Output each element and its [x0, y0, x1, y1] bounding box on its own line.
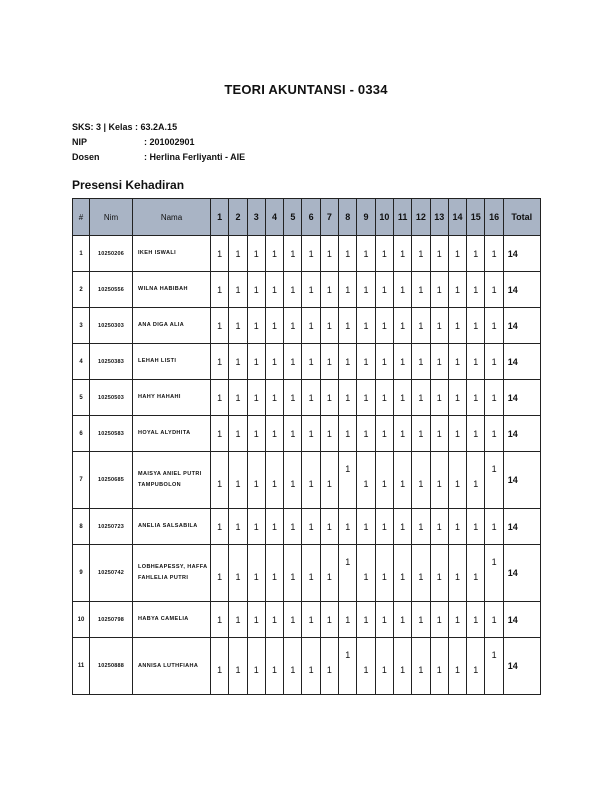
table-row: [73, 638, 541, 695]
total-cell: 14: [503, 602, 540, 638]
attendance-cell: 1: [284, 545, 302, 602]
attendance-cell: 1: [485, 545, 503, 602]
attendance-cell: 1: [339, 545, 357, 602]
attendance-cell: 1: [229, 545, 247, 602]
student-nim: 10250556: [90, 272, 133, 308]
table-row: [73, 452, 541, 509]
attendance-cell: 1: [467, 545, 485, 602]
header-meeting-7: 7: [320, 199, 338, 236]
attendance-cell: 1: [302, 452, 320, 509]
attendance-cell: 1: [284, 602, 302, 638]
attendance-cell: 1: [229, 380, 247, 416]
attendance-cell: 1: [467, 308, 485, 344]
attendance-cell: 1: [393, 272, 411, 308]
attendance-cell: 1: [320, 638, 338, 695]
attendance-cell: 1: [430, 416, 448, 452]
header-meeting-2: 2: [229, 199, 247, 236]
header-meeting-10: 10: [375, 199, 393, 236]
attendance-cell: 1: [229, 638, 247, 695]
attendance-cell: 1: [430, 602, 448, 638]
attendance-cell: 1: [247, 602, 265, 638]
attendance-cell: 1: [357, 272, 375, 308]
attendance-cell: 1: [412, 416, 430, 452]
attendance-cell: 1: [302, 509, 320, 545]
attendance-cell: 1: [302, 344, 320, 380]
attendance-cell: 1: [229, 344, 247, 380]
total-cell: 14: [503, 638, 540, 695]
attendance-cell: 1: [302, 272, 320, 308]
attendance-cell: 1: [320, 452, 338, 509]
student-nim: 10250206: [90, 236, 133, 272]
attendance-cell: 1: [265, 272, 283, 308]
attendance-cell: 1: [265, 509, 283, 545]
attendance-cell: 1: [229, 452, 247, 509]
attendance-cell: 1: [467, 602, 485, 638]
attendance-cell: 1: [430, 380, 448, 416]
attendance-cell: 1: [302, 380, 320, 416]
attendance-cell: 1: [265, 380, 283, 416]
header-meeting-13: 13: [430, 199, 448, 236]
total-cell: 14: [503, 344, 540, 380]
header-meeting-5: 5: [284, 199, 302, 236]
attendance-cell: 1: [211, 344, 229, 380]
nip-label: NIP: [72, 137, 88, 147]
attendance-cell: 1: [357, 509, 375, 545]
document-title: TEORI AKUNTANSI - 0334: [224, 82, 388, 97]
attendance-cell: 1: [339, 452, 357, 509]
total-cell: 14: [503, 236, 540, 272]
attendance-cell: 1: [339, 638, 357, 695]
attendance-cell: 1: [430, 452, 448, 509]
attendance-cell: 1: [211, 380, 229, 416]
attendance-cell: 1: [375, 236, 393, 272]
student-nim: 10250798: [90, 602, 133, 638]
student-nim: 10250383: [90, 344, 133, 380]
student-name: WILNA HABIBAH: [133, 272, 211, 308]
attendance-cell: 1: [412, 602, 430, 638]
student-nim: 10250888: [90, 638, 133, 695]
student-name: ANA DIGA ALIA: [133, 308, 211, 344]
total-cell: 14: [503, 380, 540, 416]
row-number: 5: [73, 380, 90, 416]
attendance-cell: 1: [357, 602, 375, 638]
student-name: IKEH ISWALI: [133, 236, 211, 272]
attendance-cell: 1: [302, 602, 320, 638]
attendance-cell: 1: [339, 236, 357, 272]
attendance-cell: 1: [393, 236, 411, 272]
attendance-cell: 1: [467, 272, 485, 308]
attendance-cell: 1: [357, 416, 375, 452]
attendance-cell: 1: [265, 452, 283, 509]
attendance-cell: 1: [247, 308, 265, 344]
attendance-cell: 1: [284, 638, 302, 695]
attendance-cell: 1: [247, 416, 265, 452]
student-name: MAISYA ANIEL PUTRI TAMPUBOLON: [133, 452, 211, 509]
course-meta: [72, 120, 245, 165]
student-nim: 10250742: [90, 545, 133, 602]
attendance-cell: 1: [467, 509, 485, 545]
attendance-cell: 1: [357, 638, 375, 695]
attendance-cell: 1: [284, 509, 302, 545]
row-number: 9: [73, 545, 90, 602]
attendance-cell: 1: [357, 308, 375, 344]
section-title: Presensi Kehadiran: [72, 178, 185, 192]
attendance-cell: 1: [485, 602, 503, 638]
table-row: [73, 602, 541, 638]
attendance-cell: 1: [302, 236, 320, 272]
attendance-cell: 1: [211, 638, 229, 695]
attendance-cell: 1: [339, 509, 357, 545]
row-number: 10: [73, 602, 90, 638]
total-cell: 14: [503, 509, 540, 545]
header-meeting-4: 4: [265, 199, 283, 236]
attendance-cell: 1: [375, 380, 393, 416]
attendance-cell: 1: [448, 308, 466, 344]
attendance-cell: 1: [211, 416, 229, 452]
attendance-cell: 1: [448, 380, 466, 416]
table-row: [73, 380, 541, 416]
total-cell: 14: [503, 416, 540, 452]
attendance-cell: 1: [284, 344, 302, 380]
attendance-cell: 1: [393, 380, 411, 416]
attendance-cell: 1: [320, 545, 338, 602]
row-number: 6: [73, 416, 90, 452]
table-row: [73, 272, 541, 308]
table-row: [73, 344, 541, 380]
attendance-cell: 1: [320, 416, 338, 452]
attendance-cell: 1: [448, 236, 466, 272]
attendance-cell: 1: [375, 308, 393, 344]
attendance-cell: 1: [284, 416, 302, 452]
student-nim: 10250685: [90, 452, 133, 509]
attendance-cell: 1: [339, 272, 357, 308]
attendance-cell: 1: [284, 452, 302, 509]
header-meeting-11: 11: [393, 199, 411, 236]
attendance-cell: 1: [412, 452, 430, 509]
attendance-cell: 1: [339, 602, 357, 638]
attendance-cell: 1: [485, 272, 503, 308]
attendance-cell: 1: [265, 638, 283, 695]
attendance-cell: 1: [448, 602, 466, 638]
attendance-cell: 1: [393, 308, 411, 344]
attendance-cell: 1: [430, 236, 448, 272]
attendance-cell: 1: [467, 236, 485, 272]
attendance-cell: 1: [284, 308, 302, 344]
attendance-cell: 1: [393, 602, 411, 638]
attendance-cell: 1: [430, 509, 448, 545]
header-meeting-8: 8: [339, 199, 357, 236]
attendance-cell: 1: [247, 344, 265, 380]
student-name: ANELIA SALSABILA: [133, 509, 211, 545]
student-name: LEHAH LISTI: [133, 344, 211, 380]
attendance-cell: 1: [211, 236, 229, 272]
attendance-cell: 1: [211, 308, 229, 344]
student-nim: 10250723: [90, 509, 133, 545]
attendance-cell: 1: [448, 452, 466, 509]
attendance-cell: 1: [302, 416, 320, 452]
attendance-cell: 1: [467, 416, 485, 452]
attendance-cell: 1: [357, 545, 375, 602]
header-meeting-1: 1: [211, 199, 229, 236]
attendance-cell: 1: [229, 509, 247, 545]
attendance-cell: 1: [412, 638, 430, 695]
dosen-label: Dosen: [72, 152, 100, 162]
student-name: HABYA CAMELIA: [133, 602, 211, 638]
attendance-cell: 1: [485, 308, 503, 344]
row-number: 2: [73, 272, 90, 308]
table-header-row: [73, 199, 541, 236]
attendance-cell: 1: [247, 545, 265, 602]
attendance-cell: 1: [485, 380, 503, 416]
attendance-cell: 1: [265, 344, 283, 380]
attendance-cell: 1: [393, 638, 411, 695]
attendance-cell: 1: [229, 416, 247, 452]
attendance-cell: 1: [448, 545, 466, 602]
attendance-cell: 1: [412, 545, 430, 602]
attendance-cell: 1: [448, 344, 466, 380]
student-name: ANNISA LUTHFIAHA: [133, 638, 211, 695]
attendance-cell: 1: [448, 509, 466, 545]
attendance-cell: 1: [485, 344, 503, 380]
attendance-cell: 1: [320, 380, 338, 416]
attendance-cell: 1: [412, 380, 430, 416]
attendance-cell: 1: [375, 344, 393, 380]
attendance-cell: 1: [211, 272, 229, 308]
attendance-cell: 1: [430, 308, 448, 344]
row-number: 3: [73, 308, 90, 344]
attendance-cell: 1: [448, 638, 466, 695]
attendance-cell: 1: [320, 308, 338, 344]
attendance-cell: 1: [284, 236, 302, 272]
student-nim: 10250583: [90, 416, 133, 452]
attendance-cell: 1: [339, 380, 357, 416]
table-row: [73, 236, 541, 272]
attendance-cell: 1: [229, 236, 247, 272]
row-number: 7: [73, 452, 90, 509]
attendance-cell: 1: [265, 308, 283, 344]
attendance-cell: 1: [430, 545, 448, 602]
header-nama: Nama: [133, 199, 211, 236]
attendance-cell: 1: [375, 452, 393, 509]
attendance-cell: 1: [211, 602, 229, 638]
attendance-cell: 1: [229, 308, 247, 344]
header-total: Total: [503, 199, 540, 236]
attendance-cell: 1: [357, 380, 375, 416]
attendance-cell: 1: [211, 509, 229, 545]
table-row: [73, 308, 541, 344]
attendance-cell: 1: [265, 602, 283, 638]
attendance-cell: 1: [393, 452, 411, 509]
attendance-cell: 1: [357, 344, 375, 380]
table-row: [73, 545, 541, 602]
sks-class-line: SKS: 3 | Kelas : 63.2A.15: [72, 122, 178, 132]
attendance-cell: 1: [265, 236, 283, 272]
student-nim: 10250503: [90, 380, 133, 416]
attendance-cell: 1: [247, 272, 265, 308]
header-meeting-12: 12: [412, 199, 430, 236]
attendance-cell: 1: [320, 236, 338, 272]
attendance-cell: 1: [229, 602, 247, 638]
attendance-cell: 1: [467, 344, 485, 380]
attendance-cell: 1: [302, 308, 320, 344]
header-nim: Nim: [90, 199, 133, 236]
attendance-cell: 1: [229, 272, 247, 308]
attendance-cell: 1: [357, 452, 375, 509]
attendance-cell: 1: [211, 452, 229, 509]
header-meeting-3: 3: [247, 199, 265, 236]
header-meeting-15: 15: [467, 199, 485, 236]
row-number: 8: [73, 509, 90, 545]
attendance-cell: 1: [357, 236, 375, 272]
header-no: #: [73, 199, 90, 236]
total-cell: 14: [503, 272, 540, 308]
attendance-cell: 1: [467, 638, 485, 695]
header-meeting-9: 9: [357, 199, 375, 236]
attendance-cell: 1: [430, 638, 448, 695]
total-cell: 14: [503, 545, 540, 602]
attendance-cell: 1: [393, 416, 411, 452]
attendance-cell: 1: [302, 545, 320, 602]
attendance-cell: 1: [211, 545, 229, 602]
attendance-cell: 1: [467, 380, 485, 416]
attendance-cell: 1: [375, 638, 393, 695]
table-row: [73, 509, 541, 545]
attendance-cell: 1: [284, 380, 302, 416]
table-row: [73, 416, 541, 452]
attendance-cell: 1: [485, 638, 503, 695]
attendance-cell: 1: [339, 308, 357, 344]
attendance-cell: 1: [412, 236, 430, 272]
dosen-value: : Herlina Ferliyanti - AIE: [144, 152, 246, 162]
student-name: LOBHEAPESSY, HAFFA FAHLELIA PUTRI: [133, 545, 211, 602]
attendance-cell: 1: [412, 344, 430, 380]
attendance-cell: 1: [247, 638, 265, 695]
attendance-cell: 1: [320, 509, 338, 545]
attendance-cell: 1: [485, 509, 503, 545]
student-nim: 10250303: [90, 308, 133, 344]
attendance-cell: 1: [320, 344, 338, 380]
attendance-cell: 1: [393, 344, 411, 380]
attendance-cell: 1: [375, 509, 393, 545]
header-meeting-14: 14: [448, 199, 466, 236]
attendance-cell: 1: [247, 509, 265, 545]
row-number: 1: [73, 236, 90, 272]
attendance-cell: 1: [375, 416, 393, 452]
attendance-cell: 1: [302, 638, 320, 695]
attendance-cell: 1: [265, 416, 283, 452]
header-meeting-6: 6: [302, 199, 320, 236]
attendance-cell: 1: [485, 416, 503, 452]
attendance-cell: 1: [375, 545, 393, 602]
attendance-table: [72, 198, 541, 695]
attendance-cell: 1: [339, 416, 357, 452]
attendance-cell: 1: [448, 272, 466, 308]
attendance-cell: 1: [412, 272, 430, 308]
attendance-cell: 1: [393, 545, 411, 602]
total-cell: 14: [503, 452, 540, 509]
attendance-cell: 1: [375, 602, 393, 638]
attendance-cell: 1: [430, 344, 448, 380]
attendance-cell: 1: [485, 452, 503, 509]
attendance-cell: 1: [247, 452, 265, 509]
attendance-cell: 1: [412, 509, 430, 545]
attendance-cell: 1: [339, 344, 357, 380]
row-number: 4: [73, 344, 90, 380]
attendance-cell: 1: [247, 236, 265, 272]
attendance-cell: 1: [485, 236, 503, 272]
attendance-cell: 1: [284, 272, 302, 308]
nip-value: : 201002901: [144, 137, 195, 147]
student-name: HOYAL ALYDHITA: [133, 416, 211, 452]
row-number: 11: [73, 638, 90, 695]
attendance-cell: 1: [320, 272, 338, 308]
attendance-cell: 1: [393, 509, 411, 545]
student-name: HAHY HAHAHI: [133, 380, 211, 416]
attendance-cell: 1: [247, 380, 265, 416]
header-meeting-16: 16: [485, 199, 503, 236]
attendance-cell: 1: [265, 545, 283, 602]
attendance-cell: 1: [412, 308, 430, 344]
attendance-cell: 1: [375, 272, 393, 308]
attendance-cell: 1: [448, 416, 466, 452]
attendance-cell: 1: [430, 272, 448, 308]
total-cell: 14: [503, 308, 540, 344]
attendance-cell: 1: [467, 452, 485, 509]
attendance-cell: 1: [320, 602, 338, 638]
